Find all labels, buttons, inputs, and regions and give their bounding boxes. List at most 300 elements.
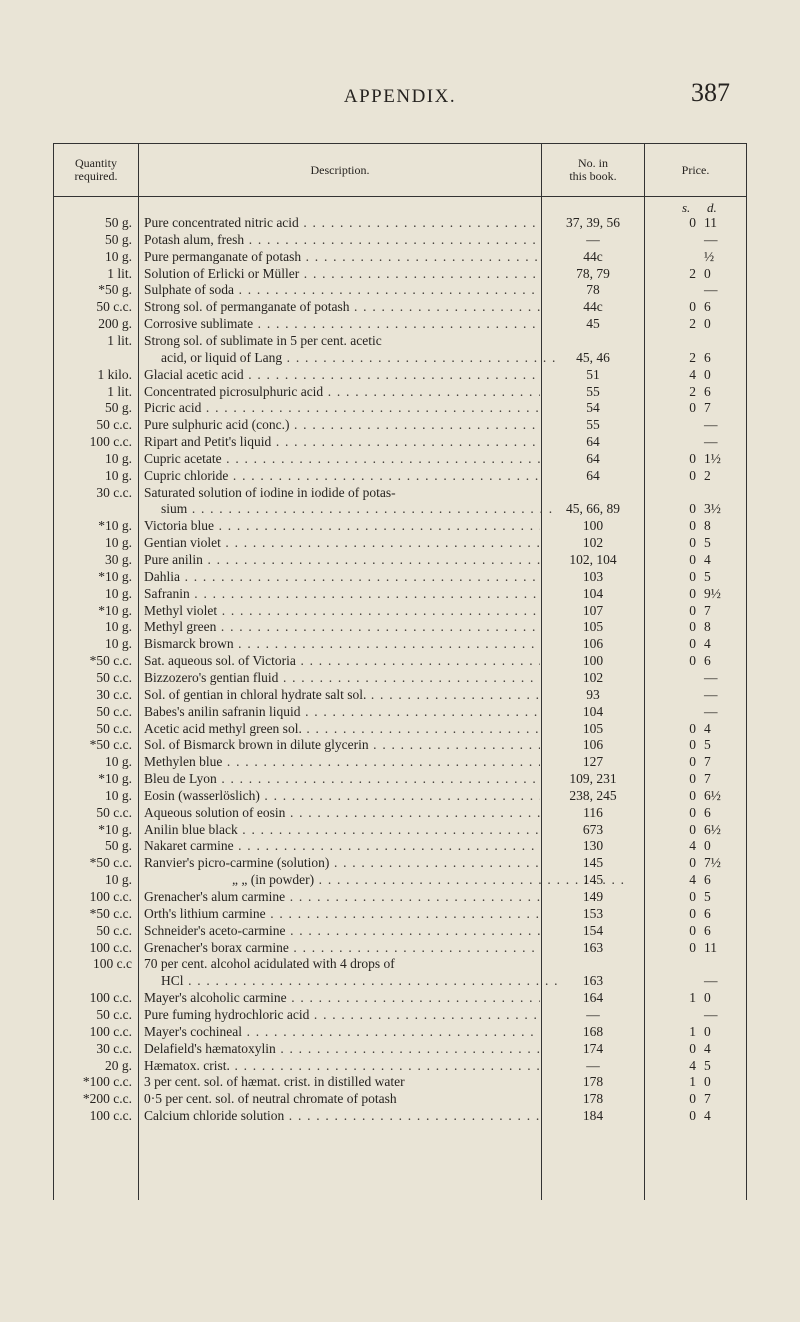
quantity-cell: 100 c.c. (89, 1108, 132, 1124)
description-cell: acid, or liquid of Lang . . . (161, 350, 557, 366)
description-cell: 70 per cent. alcohol acidulated with 4 drops of (144, 956, 395, 972)
book-no-cell: 168 (582, 1023, 604, 1039)
price-pence-cell: 0 (704, 1074, 711, 1090)
description-cell: Methyl violet . . . (144, 603, 540, 619)
price-shillings-cell: 0 (689, 821, 696, 837)
quantity-cell: *50 g. (98, 282, 132, 298)
price-pence-cell: 5 (704, 535, 711, 551)
description-cell: Cupric chloride . . . (144, 468, 540, 484)
table-row (54, 1041, 746, 1057)
table-row (54, 266, 746, 282)
table-row (54, 451, 746, 467)
price-pence-cell: 5 (704, 889, 711, 904)
price-shillings-cell: 0 (689, 905, 696, 921)
table-row (54, 1058, 746, 1074)
price-pence-cell: — (704, 669, 718, 685)
price-shillings-cell: 2 (689, 316, 696, 332)
book-no-cell: 45, 66, 89 (566, 501, 620, 517)
page-header (0, 78, 800, 114)
book-no-cell: 55 (586, 383, 600, 399)
price-pence-cell: 11 (704, 939, 717, 955)
price-pence-cell: — (704, 973, 718, 989)
quantity-cell: 30 c.c. (96, 1040, 132, 1056)
quantity-cell: 10 g. (105, 248, 132, 264)
book-no-cell: 55 (586, 417, 600, 433)
price-pence-cell: 6 (704, 349, 711, 365)
price-shillings-cell: 0 (689, 619, 696, 635)
quantity-cell: 10 g. (105, 872, 132, 888)
quantity-cell: 50 c.c. (96, 703, 132, 719)
table-row (54, 535, 746, 551)
book-no-cell: 44c (583, 299, 603, 315)
table-row (54, 400, 746, 416)
price-shillings-cell: 0 (689, 787, 696, 803)
book-no-cell: 100 (582, 653, 604, 669)
book-no-cell: 673 (582, 821, 604, 837)
description-cell: Sol. of Bismarck brown in dilute glycerin . . . (144, 737, 540, 753)
price-shillings-cell: 1 (689, 990, 696, 1006)
description-cell: Methylen blue . . . (144, 754, 540, 770)
price-pence-cell: 6 (704, 905, 711, 921)
price-pence-cell: 6 (704, 872, 711, 888)
description-cell: Picric acid . . . (144, 400, 540, 416)
quantity-cell: *10 g. (98, 568, 132, 584)
description-cell: Sat. aqueous sol. of Victoria . . . (144, 653, 540, 669)
description-cell: Aqueous solution of eosin . . . (144, 805, 540, 821)
quantity-cell: 50 g. (105, 838, 132, 854)
price-shillings-cell: 4 (689, 872, 696, 888)
book-no-cell: 93 (586, 686, 600, 702)
price-table (53, 143, 747, 1200)
price-pence-cell: 6½ (704, 821, 721, 837)
book-no-cell: 105 (582, 720, 604, 736)
table-row (54, 822, 746, 838)
table-row (54, 923, 746, 939)
quantity-cell: 1 kilo. (97, 366, 132, 382)
book-no-cell: 102, 104 (569, 552, 617, 567)
book-no-cell: 45, 46 (576, 349, 610, 365)
price-pence-cell: 7 (704, 771, 711, 787)
book-no-cell: 178 (582, 1074, 604, 1090)
price-pence-cell: — (704, 686, 718, 702)
description-cell: Grenacher's alum carmine . . . (144, 889, 540, 905)
price-pence-cell: 8 (704, 518, 711, 534)
quantity-cell: 50 g. (105, 231, 132, 247)
table-row (54, 1108, 746, 1124)
table-row (54, 1091, 746, 1107)
book-no-cell: 109, 231 (569, 771, 617, 787)
price-pence-cell: 6 (704, 922, 711, 938)
price-pence-cell: — (704, 231, 718, 247)
description-cell: Methyl green . . . (144, 619, 540, 635)
description-cell: Solution of Erlicki or Müller . . . (144, 266, 540, 282)
table-row (54, 737, 746, 753)
table-row (54, 1007, 746, 1023)
price-pence-cell: 0 (704, 366, 711, 382)
quantity-cell: *50 c.c. (89, 905, 132, 921)
quantity-cell: 10 g. (105, 467, 132, 483)
description-cell: Hæmatox. crist. . . . (144, 1058, 540, 1074)
book-no-cell: 163 (582, 973, 604, 989)
book-no-cell: 107 (582, 602, 604, 618)
price-pence-cell: 7 (704, 400, 711, 416)
quantity-cell: 100 c.c. (89, 889, 132, 904)
book-no-cell: 37, 39, 56 (566, 215, 620, 230)
price-pence-cell: 6 (704, 653, 711, 669)
price-pence-cell: 6 (704, 299, 711, 315)
description-cell: Safranin . . . (144, 586, 540, 602)
description-cell: „ „ (in powder) . . . (144, 872, 628, 888)
book-no-cell: 145 (582, 855, 604, 871)
price-shillings-cell: 0 (689, 585, 696, 601)
price-shillings-cell: 1 (689, 1074, 696, 1090)
quantity-cell: 10 g. (105, 787, 132, 803)
table-row (54, 384, 746, 400)
book-no-cell: 145 (582, 872, 604, 888)
description-cell: HCl . . . (161, 973, 557, 989)
table-row (54, 872, 746, 888)
table-row (54, 636, 746, 652)
price-pence-cell: 4 (704, 1040, 711, 1056)
price-shillings-cell: 4 (689, 838, 696, 854)
book-no-cell: 54 (586, 400, 600, 416)
book-no-cell: 104 (582, 703, 604, 719)
price-shillings-cell: 0 (689, 299, 696, 315)
quantity-cell: 100 c.c. (89, 434, 132, 450)
price-pence-cell: — (704, 417, 718, 433)
col-head-quantity: Quantity required. (74, 156, 118, 183)
price-shillings-cell: 0 (689, 568, 696, 584)
description-cell: Pure fuming hydrochloric acid . . . (144, 1007, 540, 1023)
quantity-cell: 10 g. (105, 619, 132, 635)
description-cell: Pure anilin . . . (144, 552, 540, 568)
description-cell: Delafield's hæmatoxylin . . . (144, 1041, 540, 1057)
quantity-cell: 10 g. (105, 754, 132, 770)
quantity-cell: 30 c.c. (96, 484, 132, 500)
book-no-cell: 78, 79 (576, 265, 610, 281)
quantity-cell: *50 c.c. (89, 653, 132, 669)
table-row (54, 754, 746, 770)
book-no-cell: 116 (583, 804, 603, 820)
price-shillings-cell: 0 (689, 450, 696, 466)
header-rule (54, 196, 746, 197)
quantity-cell: 1 lit. (107, 332, 132, 348)
description-cell: Potash alum, fresh . . . (144, 232, 540, 248)
table-row (54, 906, 746, 922)
table-row (54, 434, 746, 450)
quantity-cell: 50 g. (105, 215, 132, 230)
price-pence-cell: 11 (704, 215, 717, 230)
table-row (54, 282, 746, 298)
quantity-cell: 1 lit. (107, 383, 132, 399)
description-cell: Sol. of gentian in chloral hydrate salt sol. . . . (144, 687, 540, 703)
table-row (54, 956, 746, 972)
quantity-cell: *10 g. (98, 518, 132, 534)
price-pence-cell: — (704, 434, 718, 450)
quantity-cell: 100 c.c (93, 956, 132, 972)
description-cell: Corrosive sublimate . . . (144, 316, 540, 332)
description-cell: Bleu de Lyon . . . (144, 771, 540, 787)
table-row (54, 855, 746, 871)
description-cell: Grenacher's borax carmine . . . (144, 940, 540, 956)
table-row (54, 367, 746, 383)
col-head-book-no: No. in this book. (569, 156, 617, 183)
price-pence-cell: 5 (704, 568, 711, 584)
quantity-cell: 30 g. (105, 552, 132, 567)
table-row (54, 1074, 746, 1090)
quantity-cell: 10 g. (105, 585, 132, 601)
quantity-cell: 50 c.c. (96, 669, 132, 685)
price-pence-cell: 9½ (704, 585, 721, 601)
book-no-cell: 44c (583, 248, 603, 264)
quantity-cell: 50 g. (105, 400, 132, 416)
price-pence-cell: — (704, 703, 718, 719)
quantity-cell: 50 c.c. (96, 720, 132, 736)
price-pence-cell: 4 (704, 636, 711, 652)
quantity-cell: 50 c.c. (96, 299, 132, 315)
table-row (54, 771, 746, 787)
book-no-cell: 100 (582, 518, 604, 534)
price-shillings-cell: 4 (689, 1057, 696, 1073)
price-pence-cell: 0 (704, 316, 711, 332)
table-row (54, 485, 746, 501)
book-no-cell: 154 (582, 922, 604, 938)
book-no-cell: — (586, 1006, 600, 1022)
description-cell: Saturated solution of iodine in iodide of potas- (144, 484, 396, 500)
description-cell: Glacial acetic acid . . . (144, 367, 540, 383)
col-head-price: Price. (681, 162, 710, 177)
price-shillings-cell: 2 (689, 265, 696, 281)
book-no-cell: — (586, 231, 600, 247)
book-no-cell: 106 (582, 737, 604, 753)
price-shillings-cell: 0 (689, 771, 696, 787)
table-row (54, 687, 746, 703)
book-no-cell: 104 (582, 585, 604, 601)
description-cell: Bizzozero's gentian fluid . . . (144, 670, 540, 686)
description-cell: Schneider's aceto-carmine . . . (144, 923, 540, 939)
book-no-cell: — (586, 1057, 600, 1073)
description-cell: Strong sol. of permanganate of potash . . . (144, 299, 540, 315)
book-no-cell: 163 (582, 939, 604, 955)
price-shillings-cell: 1 (689, 1023, 696, 1039)
book-no-cell: 64 (586, 434, 600, 450)
quantity-cell: 50 c.c. (96, 417, 132, 433)
description-cell: Pure sulphuric acid (conc.) . . . (144, 417, 540, 433)
quantity-cell: 50 c.c. (96, 804, 132, 820)
price-shillings-cell: 0 (689, 1091, 696, 1107)
table-row (54, 603, 746, 619)
table-row (54, 704, 746, 720)
table-row (54, 788, 746, 804)
book-no-cell: 103 (582, 568, 604, 584)
book-no-cell: 64 (586, 467, 600, 483)
table-row (54, 586, 746, 602)
price-pence-cell: 7½ (704, 855, 721, 871)
table-row (54, 653, 746, 669)
quantity-cell: 10 g. (105, 535, 132, 551)
book-no-cell: 174 (582, 1040, 604, 1056)
price-shillings-cell: 0 (689, 467, 696, 483)
book-no-cell: 45 (586, 316, 600, 332)
description-cell: Gentian violet . . . (144, 535, 540, 551)
book-no-cell: 51 (586, 366, 600, 382)
running-head: APPENDIX. (343, 86, 457, 107)
table-row (54, 1024, 746, 1040)
description-cell: Babes's anilin safranin liquid . . . (144, 704, 540, 720)
quantity-cell: 30 c.c. (96, 686, 132, 702)
description-cell: Anilin blue black . . . (144, 822, 540, 838)
quantity-cell: *200 c.c. (82, 1091, 132, 1107)
book-no-cell: 78 (586, 282, 600, 298)
description-cell: sium . . . (161, 501, 557, 517)
quantity-cell: 50 c.c. (96, 922, 132, 938)
table-row (54, 889, 746, 905)
page-number: 387 (691, 78, 730, 107)
description-cell: Pure permanganate of potash . . . (144, 249, 540, 265)
book-no-cell: 130 (582, 838, 604, 854)
table-row (54, 940, 746, 956)
book-no-cell: 106 (582, 636, 604, 652)
description-cell: Eosin (wasserlöslich) . . . (144, 788, 540, 804)
price-pence-cell: — (704, 1006, 718, 1022)
price-pence-cell: 0 (704, 838, 711, 854)
description-cell: Orth's lithium carmine . . . (144, 906, 540, 922)
unit-pence: d. (707, 200, 717, 215)
quantity-cell: *10 g. (98, 602, 132, 618)
price-pence-cell: 4 (704, 720, 711, 736)
price-shillings-cell: 0 (689, 552, 696, 567)
price-shillings-cell: 0 (689, 653, 696, 669)
price-pence-cell: 0 (704, 265, 711, 281)
price-shillings-cell: 0 (689, 737, 696, 753)
table-row (54, 333, 746, 349)
price-pence-cell: 1½ (704, 450, 721, 466)
price-shillings-cell: 0 (689, 501, 696, 517)
quantity-cell: *10 g. (98, 821, 132, 837)
book-no-cell: 102 (582, 669, 604, 685)
price-shillings-cell: 0 (689, 720, 696, 736)
table-row (54, 417, 746, 433)
price-shillings-cell: 2 (689, 349, 696, 365)
table-row (54, 350, 746, 366)
book-no-cell: 238, 245 (569, 787, 617, 803)
quantity-cell: *50 c.c. (89, 737, 132, 753)
price-pence-cell: 7 (704, 1091, 711, 1107)
description-cell: Strong sol. of sublimate in 5 per cent. acetic (144, 332, 382, 348)
table-row (54, 619, 746, 635)
table-row (54, 721, 746, 737)
quantity-cell: 100 c.c. (89, 1023, 132, 1039)
price-shillings-cell: 0 (689, 889, 696, 904)
price-pence-cell: 7 (704, 602, 711, 618)
description-cell: 3 per cent. sol. of hæmat. crist. in distilled water (144, 1074, 405, 1090)
price-shillings-cell: 0 (689, 1108, 696, 1124)
price-shillings-cell: 0 (689, 855, 696, 871)
quantity-cell: 100 c.c. (89, 990, 132, 1006)
description-cell: Bismarck brown . . . (144, 636, 540, 652)
quantity-cell: 1 lit. (107, 265, 132, 281)
description-cell: Sulphate of soda . . . (144, 282, 540, 298)
table-row (54, 552, 746, 568)
price-shillings-cell: 0 (689, 518, 696, 534)
description-cell: 0·5 per cent. sol. of neutral chromate of potash (144, 1091, 397, 1107)
price-pence-cell: 6 (704, 383, 711, 399)
price-shillings-cell: 4 (689, 366, 696, 382)
price-shillings-cell: 0 (689, 804, 696, 820)
description-cell: Calcium chloride solution . . . (144, 1108, 540, 1124)
description-cell: Concentrated picrosulphuric acid . . . (144, 384, 540, 400)
price-pence-cell: 2 (704, 467, 711, 483)
price-shillings-cell: 2 (689, 383, 696, 399)
price-pence-cell: 3½ (704, 501, 721, 517)
description-cell: Victoria blue . . . (144, 518, 540, 534)
quantity-cell: *10 g. (98, 771, 132, 787)
table-row (54, 316, 746, 332)
book-no-cell: 105 (582, 619, 604, 635)
book-no-cell: 149 (582, 889, 604, 904)
quantity-cell: *50 c.c. (89, 855, 132, 871)
book-no-cell: 102 (582, 535, 604, 551)
price-shillings-cell: 0 (689, 602, 696, 618)
description-cell: Acetic acid methyl green sol. . . . (144, 721, 540, 737)
table-row (54, 215, 746, 231)
description-cell: Ripart and Petit's liquid . . . (144, 434, 540, 450)
book-no-cell: 127 (582, 754, 604, 770)
description-cell: Mayer's alcoholic carmine . . . (144, 990, 540, 1006)
quantity-cell: 100 c.c. (89, 939, 132, 955)
table-row (54, 805, 746, 821)
price-shillings-cell: 0 (689, 939, 696, 955)
table-row (54, 670, 746, 686)
price-pence-cell: 6 (704, 804, 711, 820)
table-row (54, 838, 746, 854)
price-shillings-cell: 0 (689, 922, 696, 938)
price-pence-cell: ½ (704, 248, 715, 264)
quantity-cell: 50 c.c. (96, 1006, 132, 1022)
quantity-cell: 200 g. (98, 316, 132, 332)
book-no-cell: 153 (582, 905, 604, 921)
price-pence-cell: 5 (704, 1057, 711, 1073)
description-cell: Nakaret carmine . . . (144, 838, 540, 854)
table-row (54, 990, 746, 1006)
description-cell: Ranvier's picro-carmine (solution) . . . (144, 855, 540, 871)
description-cell: Mayer's cochineal . . . (144, 1024, 540, 1040)
table-row (54, 468, 746, 484)
book-no-cell: 164 (582, 990, 604, 1006)
quantity-cell: 10 g. (105, 636, 132, 652)
book-no-cell: 184 (582, 1108, 604, 1124)
price-shillings-cell: 0 (689, 636, 696, 652)
price-pence-cell: 5 (704, 737, 711, 753)
table-row (54, 973, 746, 989)
price-shillings-cell: 0 (689, 215, 696, 230)
price-shillings-cell: 0 (689, 1040, 696, 1056)
price-pence-cell: 6½ (704, 787, 721, 803)
table-row (54, 569, 746, 585)
quantity-cell: 10 g. (105, 450, 132, 466)
price-shillings-cell: 0 (689, 400, 696, 416)
table-row (54, 501, 746, 517)
price-pence-cell: 0 (704, 1023, 711, 1039)
description-cell: Dahlia . . . (144, 569, 540, 585)
price-pence-cell: 8 (704, 619, 711, 635)
price-pence-cell: 4 (704, 552, 711, 567)
book-no-cell: 178 (582, 1091, 604, 1107)
table-row (54, 249, 746, 265)
price-pence-cell: 4 (704, 1108, 711, 1124)
price-pence-cell: 0 (704, 990, 711, 1006)
quantity-cell: 20 g. (105, 1057, 132, 1073)
